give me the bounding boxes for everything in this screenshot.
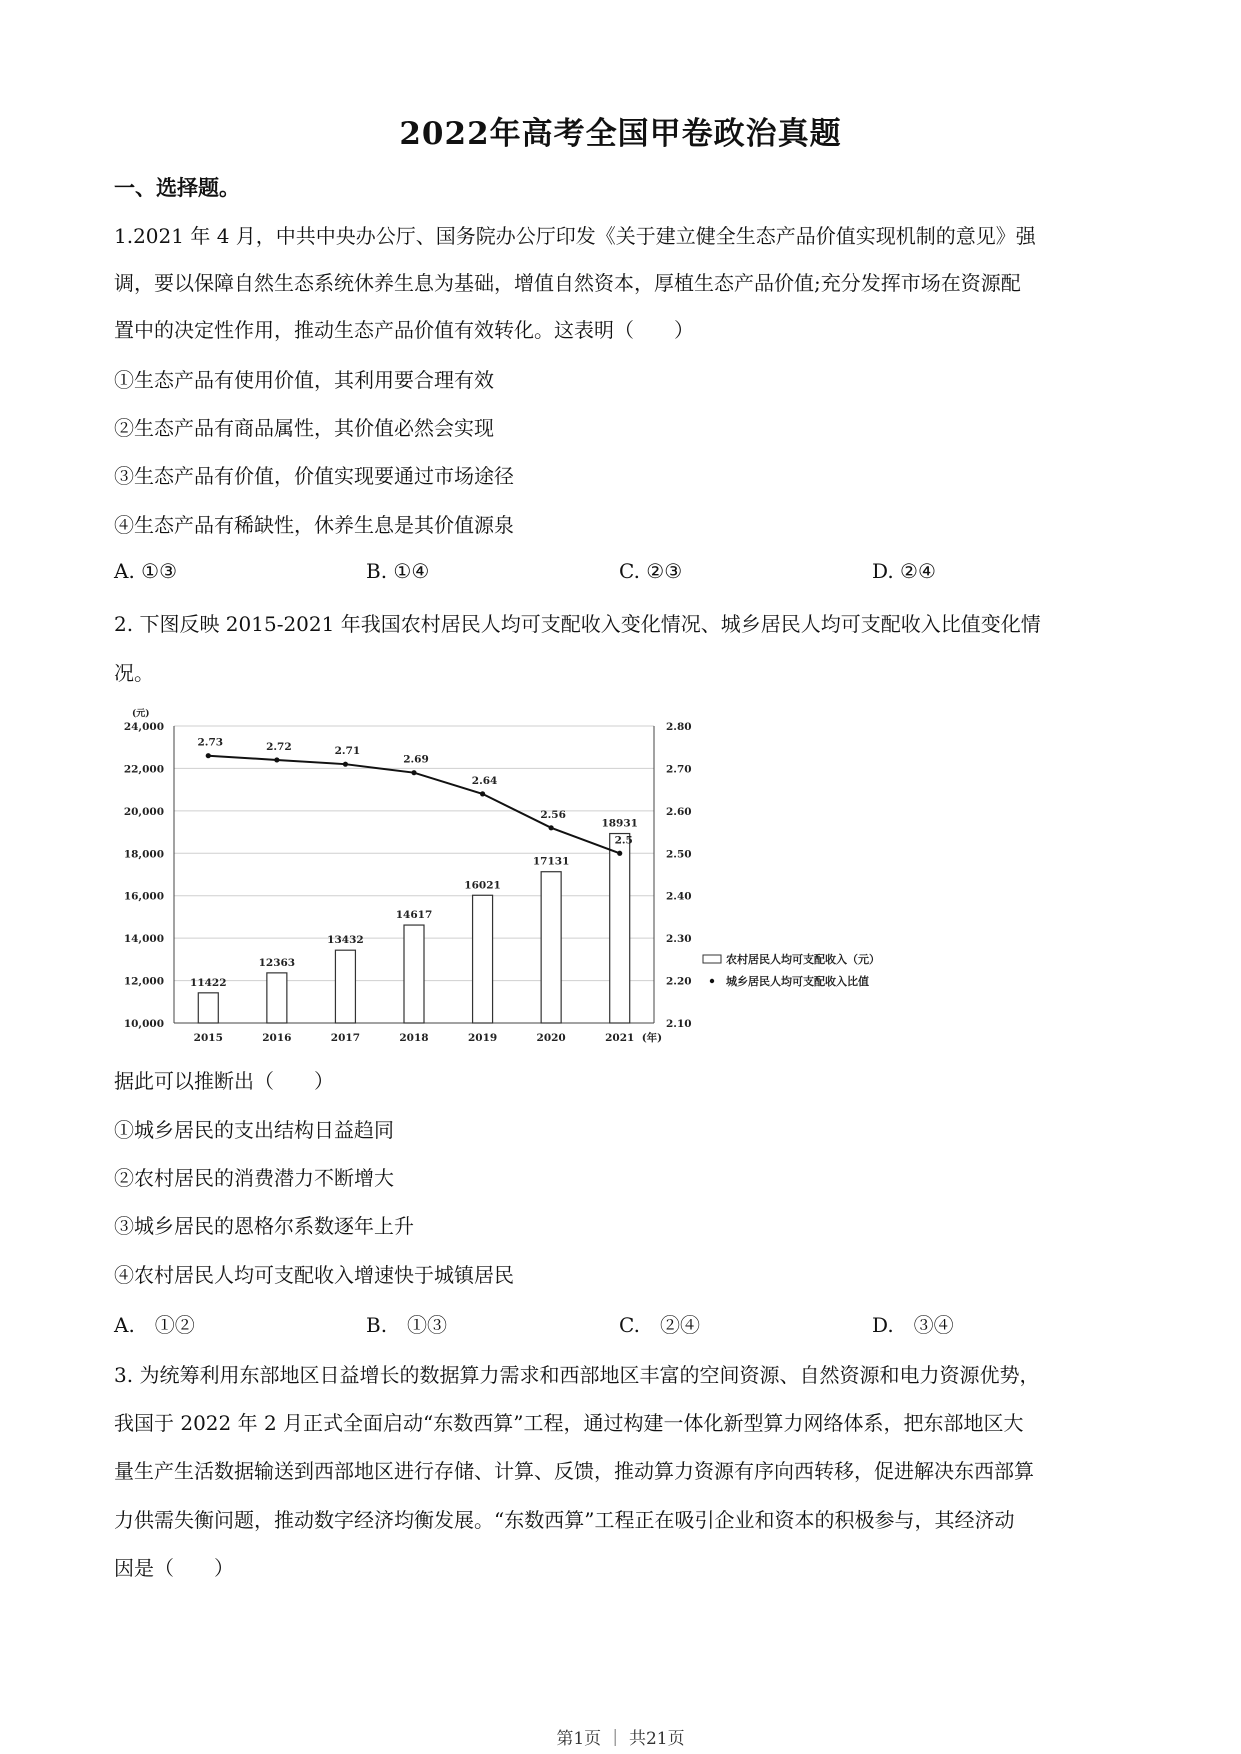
y-left-tick-label: 10,000 bbox=[123, 1018, 164, 1030]
legend-line-swatch bbox=[710, 979, 714, 983]
y-left-tick-label: 16,000 bbox=[123, 890, 164, 903]
q1-option-c[interactable]: C. ②③ bbox=[619, 559, 683, 583]
bar-rural-income bbox=[541, 872, 561, 1023]
bar-rural-income bbox=[473, 895, 493, 1023]
y-left-tick-label: 20,000 bbox=[123, 805, 164, 818]
q2-statement-4: ④农村居民人均可支配收入增速快于城镇居民 bbox=[114, 1263, 514, 1287]
bar-rural-income bbox=[198, 993, 218, 1023]
bar-data-label: 12363 bbox=[258, 956, 296, 969]
bar-rural-income bbox=[267, 973, 287, 1023]
y-right-tick-label: 2.40 bbox=[666, 890, 692, 903]
q2-statement-3: ③城乡居民的恩格尔系数逐年上升 bbox=[114, 1214, 414, 1238]
q2-option-d[interactable]: D. ③④ bbox=[872, 1313, 954, 1337]
q3-line-3: 量生产生活数据输送到西部地区进行存储、计算、反馈，推动算力资源有序向西转移，促进解决东西部算 bbox=[114, 1459, 1034, 1483]
q2-statement-1: ①城乡居民的支出结构日益趋同 bbox=[114, 1118, 394, 1142]
line-data-label: 2.71 bbox=[334, 745, 361, 758]
y-right-tick-label: 2.60 bbox=[666, 805, 692, 818]
q1-statement-2: ②生态产品有商品属性，其价值必然会实现 bbox=[114, 416, 494, 440]
q1-line-2: 调，要以保障自然生态系统休养生息为基础，增值自然资本，厚植生态产品价值;充分发挥市场在资源配 bbox=[114, 271, 1021, 295]
q2-option-a[interactable]: A. ①② bbox=[114, 1313, 195, 1337]
legend-bar-swatch bbox=[703, 955, 721, 963]
line-data-label: 2.73 bbox=[197, 736, 224, 749]
income-chart bbox=[108, 700, 898, 1050]
q1-statement-3: ③生态产品有价值，价值实现要通过市场途径 bbox=[114, 464, 514, 488]
y-right-tick-label: 2.30 bbox=[666, 933, 692, 946]
line-point bbox=[274, 757, 279, 762]
y-left-tick-label: 12,000 bbox=[123, 975, 164, 988]
q2-statement-2: ②农村居民的消费潜力不断增大 bbox=[114, 1166, 394, 1190]
bar-data-label: 18931 bbox=[601, 817, 638, 830]
x-tick-label: 2018 bbox=[399, 1032, 429, 1044]
y-left-tick-label: 24,000 bbox=[123, 721, 164, 733]
line-point bbox=[206, 753, 211, 758]
line-point bbox=[617, 851, 622, 856]
x-tick-label: 2015 bbox=[193, 1032, 223, 1044]
bar-rural-income bbox=[404, 925, 424, 1023]
y-right-tick-label: 2.70 bbox=[666, 763, 692, 776]
y-left-tick-label: 18,000 bbox=[123, 848, 164, 861]
page-title: 2022年高考全国甲卷政治真题 bbox=[399, 116, 842, 152]
q3-line-2: 我国于 2022 年 2 月正式全面启动“东数西算”工程，通过构建一体化新型算力网络体系，把东部地区大 bbox=[114, 1411, 1024, 1435]
section-heading: 一、选择题。 bbox=[114, 175, 240, 200]
q1-statement-4: ④生态产品有稀缺性，休养生息是其价值源泉 bbox=[114, 513, 514, 537]
bar-data-label: 14617 bbox=[395, 909, 433, 922]
x-tick-label: 2017 bbox=[330, 1032, 361, 1044]
line-data-label: 2.72 bbox=[266, 740, 292, 753]
q1-option-a[interactable]: A. ①③ bbox=[114, 559, 178, 583]
y-left-tick-label: 22,000 bbox=[123, 763, 164, 776]
q1-option-b[interactable]: B. ①④ bbox=[366, 559, 430, 583]
q1-line-1: 1.2021 年 4 月，中共中央办公厅、国务院办公厅印发《关于建立健全生态产品价值实现机制的意见》强 bbox=[114, 224, 1036, 248]
legend-bar-label: 农村居民人均可支配收入（元） bbox=[726, 953, 880, 966]
y-right-tick-label: 2.50 bbox=[666, 848, 692, 861]
q2-option-c[interactable]: C. ②④ bbox=[619, 1313, 700, 1337]
y-right-tick-label: 2.20 bbox=[666, 975, 692, 988]
line-data-label: 2.69 bbox=[403, 753, 429, 766]
line-data-label: 2.5 bbox=[614, 834, 633, 847]
x-tick-label: 2016 bbox=[262, 1032, 292, 1044]
x-tick-label: 2019 bbox=[467, 1032, 498, 1044]
q1-statement-1: ①生态产品有使用价值，其利用要合理有效 bbox=[114, 368, 494, 392]
q2-line-2: 况。 bbox=[114, 661, 154, 685]
q2-after: 据此可以推断出（ ） bbox=[114, 1069, 334, 1093]
x-tick-label: 2020 bbox=[536, 1032, 566, 1044]
legend-line-label: 城乡居民人均可支配收入比值 bbox=[726, 975, 869, 988]
y-left-unit: (元) bbox=[132, 709, 150, 719]
bar-data-label: 17131 bbox=[532, 855, 570, 868]
q1-line-3: 置中的决定性作用，推动生态产品价值有效转化。这表明（ ） bbox=[114, 318, 694, 342]
y-right-tick-label: 2.80 bbox=[666, 721, 692, 733]
line-point bbox=[549, 825, 554, 830]
q2-line-1: 2. 下图反映 2015-2021 年我国农村居民人均可支配收入变化情况、城乡居民人均可支配收入比值变化情 bbox=[114, 612, 1041, 636]
q3-line-1: 3. 为统筹利用东部地区日益增长的数据算力需求和西部地区丰富的空间资源、自然资源和电力资源优势， bbox=[114, 1363, 1040, 1387]
x-tick-label: 2021 bbox=[605, 1032, 635, 1044]
bar-data-label: 13432 bbox=[327, 934, 364, 947]
q1-option-d[interactable]: D. ②④ bbox=[872, 559, 936, 583]
q3-line-4: 力供需失衡问题，推动数字经济均衡发展。“东数西算”工程正在吸引企业和资本的积极参与，其经济动 bbox=[114, 1508, 1015, 1532]
line-data-label: 2.64 bbox=[471, 774, 498, 787]
line-point bbox=[343, 762, 348, 767]
line-point bbox=[480, 791, 485, 796]
bar-data-label: 11422 bbox=[190, 976, 227, 989]
bar-rural-income bbox=[335, 950, 355, 1023]
bar-data-label: 16021 bbox=[464, 879, 501, 892]
line-data-label: 2.56 bbox=[540, 808, 566, 821]
q2-option-b[interactable]: B. ①③ bbox=[366, 1313, 448, 1337]
page-footer: 第1页 ｜ 共21页 bbox=[556, 1729, 685, 1749]
line-point bbox=[411, 770, 416, 775]
q3-line-5: 因是（ ） bbox=[114, 1556, 234, 1580]
x-unit-label: (年) bbox=[641, 1032, 663, 1044]
bar-rural-income bbox=[610, 834, 630, 1023]
y-right-tick-label: 2.10 bbox=[666, 1018, 692, 1030]
y-left-tick-label: 14,000 bbox=[123, 933, 164, 946]
